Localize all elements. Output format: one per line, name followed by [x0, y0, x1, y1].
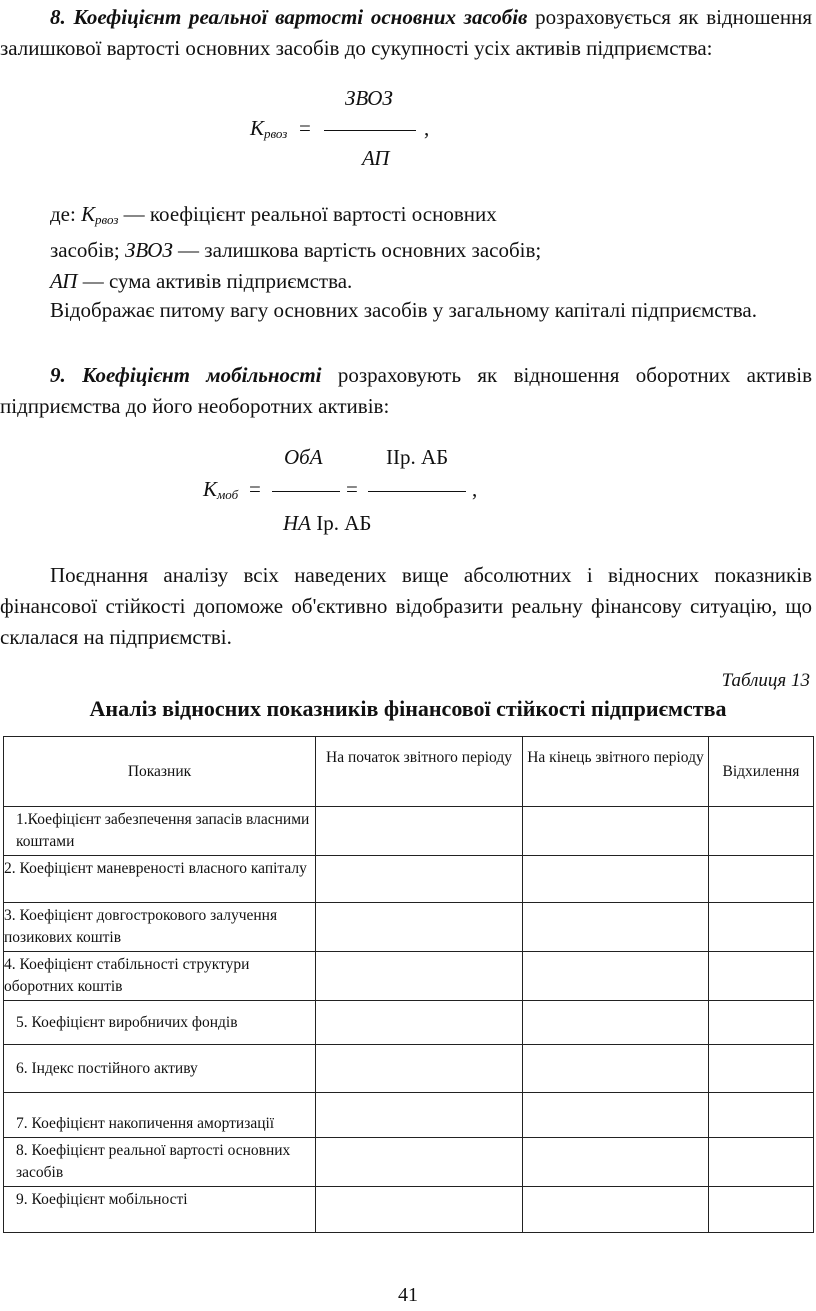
- section-9-number: 9.: [50, 363, 66, 387]
- table-caption: Таблиця 13: [721, 670, 810, 691]
- row-3-label: 3. Коефіцієнт довгострокового залучення позикових коштів: [4, 903, 316, 952]
- table-row: [4, 856, 814, 903]
- row-8-label: 8. Коефіцієнт реальної вартості основних засобів: [4, 1138, 316, 1187]
- table-row: [4, 1093, 814, 1138]
- formula1-comma: ,: [424, 116, 430, 140]
- header-period-end: На кінець звітного періоду: [523, 737, 709, 807]
- row-6-start[interactable]: [316, 1045, 523, 1093]
- formula2-den1: НА Ір. АБ: [283, 511, 372, 535]
- row-8-deviation[interactable]: [709, 1138, 814, 1187]
- row-4-start[interactable]: [316, 952, 523, 1001]
- row-7-label: 7. Коефіцієнт накопичення амортизації: [4, 1093, 316, 1138]
- row-7-end[interactable]: [523, 1093, 709, 1138]
- row-3-end[interactable]: [523, 903, 709, 952]
- row-8-end[interactable]: [523, 1138, 709, 1187]
- table-row: [4, 1045, 814, 1093]
- definitions-block: [50, 199, 810, 297]
- formula1-lhs: $К_{рвоз}$: [250, 116, 288, 141]
- definition-k: де: $К_{рвоз}$ — коефіцієнт реальної вартості основних: [50, 202, 497, 227]
- formula1-denominator: АП: [362, 146, 390, 170]
- row-2-label: 2. Коефіцієнт маневреності власного капіталу: [4, 856, 316, 903]
- row-7-start[interactable]: [316, 1093, 523, 1138]
- table-row: [4, 1187, 814, 1233]
- formula-real-value-ratio: [0, 86, 816, 176]
- table-row: [4, 807, 814, 856]
- row-1-start[interactable]: [316, 807, 523, 856]
- financial-stability-table: [3, 736, 814, 1233]
- section-9-paragraph: [0, 360, 812, 422]
- row-1-label: 1.Коефіцієнт забезпечення запасів власними коштами: [4, 807, 316, 856]
- formula1-equals: =: [299, 116, 311, 140]
- combination-paragraph: Поєднання аналізу всіх наведених вище абсолютних і відносних показників фінансової стійкості допоможе об'єктивно відобразити реальну фінансову ситуацію, що склалася на підприємстві.: [0, 563, 812, 649]
- formula2-num1: ОбА: [284, 445, 323, 469]
- row-5-end[interactable]: [523, 1001, 709, 1045]
- section-8-number: 8.: [50, 5, 66, 29]
- section-9-text: розраховують як відношення оборотних активів підприємства до його необоротних активів:: [0, 363, 812, 418]
- definition-zvoz: засобів; ЗВОЗ — залишкова вартість основних засобів;: [50, 238, 542, 262]
- table-row: [4, 952, 814, 1001]
- formula2-equals1: =: [249, 477, 261, 501]
- formula1-numerator: ЗВОЗ: [345, 86, 393, 110]
- row-2-deviation[interactable]: [709, 856, 814, 903]
- formula2-num2: ІІр. АБ: [386, 445, 449, 469]
- row-3-deviation[interactable]: [709, 903, 814, 952]
- row-9-label: 9. Коефіцієнт мобільності: [4, 1187, 316, 1233]
- row-3-start[interactable]: [316, 903, 523, 952]
- row-1-end[interactable]: [523, 807, 709, 856]
- row-7-deviation[interactable]: [709, 1093, 814, 1138]
- formula2-fraction-bar-1: [272, 491, 340, 492]
- table-row: [4, 1138, 814, 1187]
- row-5-deviation[interactable]: [709, 1001, 814, 1045]
- section-8-text: розраховується як відношення залишкової вартості основних засобів до сукупності усіх активів підприємства:: [0, 5, 813, 60]
- row-2-start[interactable]: [316, 856, 523, 903]
- section-9-term: Коефіцієнт мобільності: [82, 363, 322, 387]
- row-9-start[interactable]: [316, 1187, 523, 1233]
- header-indicator: Показник: [4, 737, 316, 807]
- row-8-start[interactable]: [316, 1138, 523, 1187]
- formula-mobility-ratio: [0, 445, 816, 540]
- formula2-lhs: $К_{моб}$: [203, 477, 239, 502]
- row-5-start[interactable]: [316, 1001, 523, 1045]
- row-6-label: 6. Індекс постійного активу: [4, 1045, 316, 1093]
- section-8-paragraph: [0, 2, 812, 64]
- row-6-end[interactable]: [523, 1045, 709, 1093]
- row-1-deviation[interactable]: [709, 807, 814, 856]
- table-title: Аналіз відносних показників фінансової стійкості підприємства: [89, 696, 727, 721]
- formula1-fraction-bar: [324, 130, 416, 131]
- row-4-deviation[interactable]: [709, 952, 814, 1001]
- header-deviation: Відхилення: [709, 737, 814, 807]
- header-period-start: На початок звітного періоду: [316, 737, 523, 807]
- row-4-label: 4. Коефіцієнт стабільності структури оборотних коштів: [4, 952, 316, 1001]
- row-6-deviation[interactable]: [709, 1045, 814, 1093]
- table-row: [4, 903, 814, 952]
- table-header-row: [4, 737, 814, 807]
- row-9-deviation[interactable]: [709, 1187, 814, 1233]
- page-number: 41: [398, 1284, 418, 1306]
- table-row: [4, 1001, 814, 1045]
- formula2-comma: ,: [472, 477, 478, 501]
- weight-paragraph: Відображає питому вагу основних засобів у загальному капіталі підприємства.: [50, 298, 757, 322]
- section-8-term: Коефіцієнт реальної вартості основних засобів: [73, 5, 528, 29]
- formula2-fraction-bar-2: [368, 491, 466, 492]
- formula2-equals2: =: [346, 477, 358, 501]
- row-5-label: 5. Коефіцієнт виробничих фондів: [4, 1001, 316, 1045]
- definition-ap: АП — сума активів підприємства.: [50, 269, 353, 293]
- row-4-end[interactable]: [523, 952, 709, 1001]
- row-9-end[interactable]: [523, 1187, 709, 1233]
- row-2-end[interactable]: [523, 856, 709, 903]
